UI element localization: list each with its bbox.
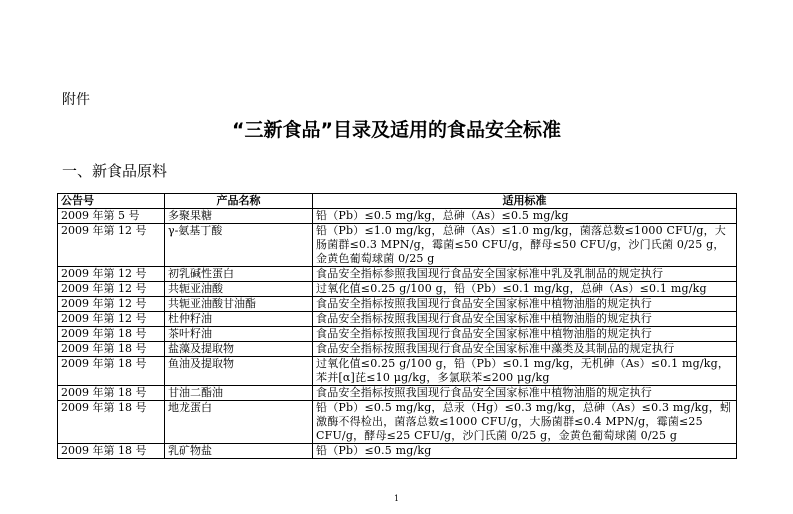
announcement-no-cell: 2009 年第 12 号 <box>58 297 165 312</box>
announcement-no-cell: 2009 年第 18 号 <box>58 401 165 444</box>
product-name-cell: 乳矿物盐 <box>165 444 313 459</box>
announcement-no-cell: 2009 年第 12 号 <box>58 312 165 327</box>
header-applicable-standard: 适用标准 <box>313 194 737 209</box>
table-header-row <box>58 194 737 209</box>
standard-cell: 食品安全指标按照我国现行食品安全国家标准中植物油脂的规定执行 <box>313 327 737 342</box>
table-row <box>58 282 737 297</box>
table-row <box>58 224 737 267</box>
announcement-no-cell: 2009 年第 5 号 <box>58 209 165 224</box>
table-row <box>58 267 737 282</box>
announcement-no-cell: 2009 年第 12 号 <box>58 224 165 267</box>
standard-cell: 过氧化值≤0.25 g/100 g，铅（Pb）≤0.1 mg/kg，总砷（As）≤0.1 mg/kg <box>313 282 737 297</box>
product-name-cell: 茶叶籽油 <box>165 327 313 342</box>
standard-cell: 铅（Pb）≤0.5 mg/kg，总砷（As）≤0.5 mg/kg <box>313 209 737 224</box>
table-row <box>58 297 737 312</box>
standard-cell: 食品安全指标按照我国现行食品安全国家标准中植物油脂的规定执行 <box>313 386 737 401</box>
announcement-no-cell: 2009 年第 12 号 <box>58 267 165 282</box>
announcement-no-cell: 2009 年第 18 号 <box>58 327 165 342</box>
product-name-cell: 多聚果糖 <box>165 209 313 224</box>
table-row <box>58 342 737 357</box>
standard-cell: 铅（Pb）≤1.0 mg/kg，总砷（As）≤1.0 mg/kg，菌落总数≤1000 CFU/g，大肠菌群≤0.3 MPN/g，霉菌≤50 CFU/g，酵母≤50 CFU/g，沙门氏菌 0/25 g，金黄色葡萄球菌 0/25 g <box>313 224 737 267</box>
document-title: “三新食品”目录及适用的食品安全标准 <box>232 119 561 141</box>
table-row <box>58 401 737 444</box>
table-row <box>58 357 737 386</box>
table-row <box>58 209 737 224</box>
announcement-no-cell: 2009 年第 18 号 <box>58 386 165 401</box>
header-announcement-no: 公告号 <box>58 194 165 209</box>
product-name-cell: 鱼油及提取物 <box>165 357 313 386</box>
announcement-no-cell: 2009 年第 18 号 <box>58 444 165 459</box>
standards-table <box>57 193 737 459</box>
table-row <box>58 327 737 342</box>
standard-cell: 铅（Pb）≤0.5 mg/kg，总汞（Hg）≤0.3 mg/kg，总砷（As）≤0.3 mg/kg，蚓激酶不得检出，菌落总数≤1000 CFU/g，大肠菌群≤0.4 MPN/g，霉菌≤25 CFU/g，酵母≤25 CFU/g，沙门氏菌 0/25 g，金黄色葡萄球菌 0/25 g <box>313 401 737 444</box>
announcement-no-cell: 2009 年第 18 号 <box>58 357 165 386</box>
standard-cell: 食品安全指标按照我国现行食品安全国家标准中植物油脂的规定执行 <box>313 312 737 327</box>
standard-cell: 食品安全指标按照我国现行食品安全国家标准中植物油脂的规定执行 <box>313 297 737 312</box>
announcement-no-cell: 2009 年第 12 号 <box>58 282 165 297</box>
product-name-cell: 杜仲籽油 <box>165 312 313 327</box>
product-name-cell: 共轭亚油酸 <box>165 282 313 297</box>
table-row <box>58 444 737 459</box>
standard-cell: 过氧化值≤0.25 g/100 g，铅（Pb）≤0.1 mg/kg，无机砷（As）≤0.1 mg/kg，苯并[α]芘≤10 μg/kg，多氯联苯≤200 μg/kg <box>313 357 737 386</box>
announcement-no-cell: 2009 年第 18 号 <box>58 342 165 357</box>
section-heading: 一、新食品原料 <box>62 162 168 180</box>
product-name-cell: 初乳碱性蛋白 <box>165 267 313 282</box>
header-product-name: 产品名称 <box>165 194 313 209</box>
annex-label: 附件 <box>62 92 90 108</box>
standard-cell: 铅（Pb）≤0.5 mg/kg <box>313 444 737 459</box>
product-name-cell: γ-氨基丁酸 <box>165 224 313 267</box>
product-name-cell: 地龙蛋白 <box>165 401 313 444</box>
standard-cell: 食品安全指标参照我国现行食品安全国家标准中乳及乳制品的规定执行 <box>313 267 737 282</box>
table-row <box>58 386 737 401</box>
table-row <box>58 312 737 327</box>
page-number: 1 <box>393 494 400 503</box>
standard-cell: 食品安全指标按照我国现行食品安全国家标准中藻类及其制品的规定执行 <box>313 342 737 357</box>
product-name-cell: 共轭亚油酸甘油酯 <box>165 297 313 312</box>
product-name-cell: 盐藻及提取物 <box>165 342 313 357</box>
product-name-cell: 甘油二酯油 <box>165 386 313 401</box>
